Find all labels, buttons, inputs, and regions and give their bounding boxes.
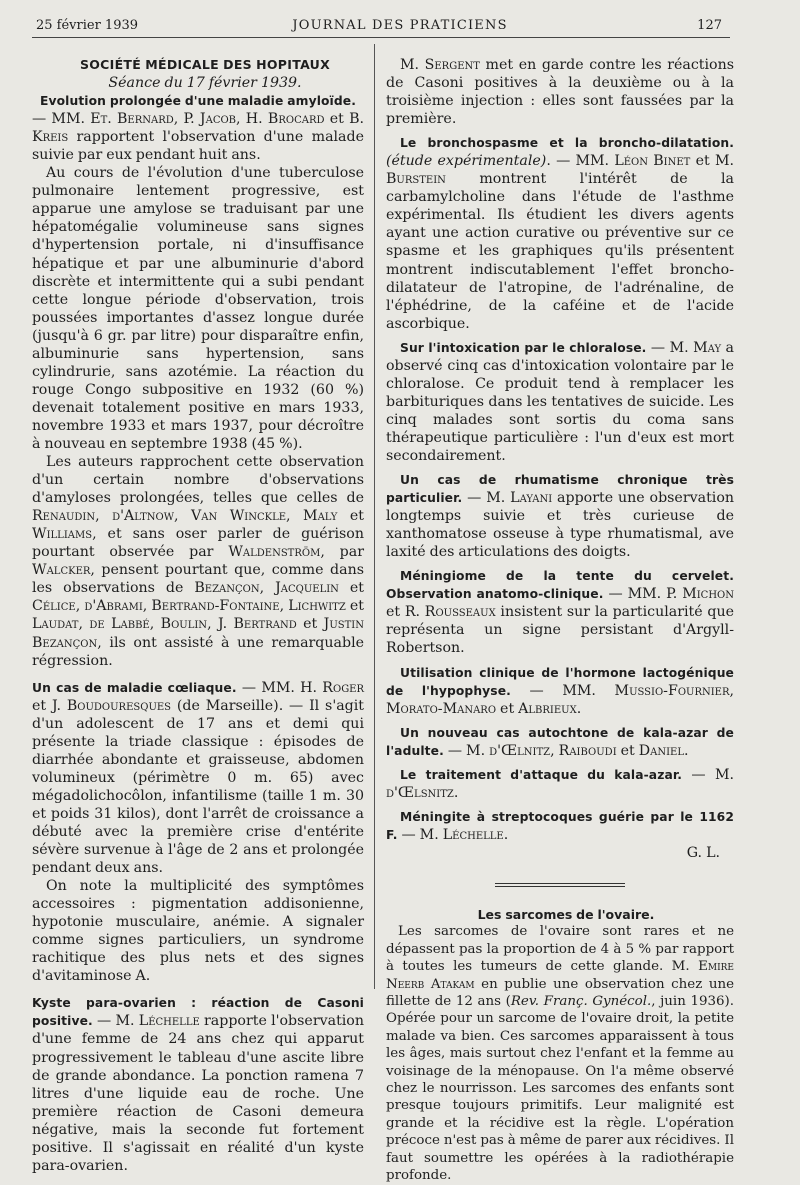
report-body: Méningiome de la tente du cervelet. Observation anatomo-clinique. — MM. P. Michon et R. Rousseaux insistent sur la particularité que représenta un signe persistant d'Argyll-Robertson. (386, 569, 734, 657)
report-cyst (32, 994, 364, 1174)
report-paragraph: Les auteurs rapprochent cette observation d'un certain nombre d'observations d'amyloses prolongées, telles que celles de Renaudin, d'Altnow, Van Winckle, Maly et Williams, et sans oser parler de guérison pourtant observée par Waldenström, par Walcker, pensent pourtant que, comme dans les observations de Bezançon, Jacquelin et Célice, d'Abrami, Bertrand-Fontaine, Lichwitz et Laudat, de Labbé, Boulin, J. Bertrand et Justin Bezançon, ils ont assisté à une remarquable régression. (32, 454, 364, 669)
report-title: Utilisation clinique de l'hormone lactogénique de l'hypophyse. (386, 665, 734, 698)
report-body: Un nouveau cas autochtone de kala-azar de l'adulte. — M. d'Œlnitz, Raiboudi et Daniel. (386, 725, 734, 759)
report-body: Sur l'intoxication par le chloralose. — M. May a observé cinq cas d'intoxication volontaire par le chloralose. Ce produit tend à remplacer les barbituriques dans les tentatives de suicide. Les cinq malades sont sortis du coma sans thérapeutique particulière : l'un d'eux est mort secondairement. (386, 339, 734, 464)
page-number: 127 (697, 18, 722, 33)
section-title: SOCIÉTÉ MÉDICALE DES HOPITAUX (79, 57, 331, 72)
report-title: Le traitement d'attaque du kala-azar. (400, 767, 683, 782)
header-rule (32, 37, 730, 38)
signature: G. L. (686, 844, 720, 861)
report-title: Un nouveau cas autochtone de kala-azar de l'adulte. (386, 725, 734, 758)
session-date: Séance du 17 février 1939. (108, 75, 302, 92)
left-column (32, 56, 364, 1175)
report-paragraph: On note la multiplicité des symptômes accessoires : pigmentation addisonienne, hypotonie musculaire, anémie. A signaler comme signes particuliers, un syndrome rachitique des plus nets et des signes d'avitaminose A. (32, 878, 364, 985)
report-title: Méningiome de la tente du cervelet. Observation anatomo-clinique. (386, 569, 734, 602)
journal-name: JOURNAL DES PRATICIENS (292, 18, 508, 33)
report-body: Le traitement d'attaque du kala-azar. — M. d'Œlsnitz. (386, 766, 734, 801)
report-title: Evolution prolongée d'une maladie amyloïde. (40, 94, 356, 109)
report-amyloid (32, 92, 364, 670)
report-title: Un cas de maladie cœliaque. (32, 680, 237, 695)
report-title: Kyste para-ovarien : réaction de Casoni positive. (32, 996, 364, 1029)
report-body: Un cas de rhumatisme chronique très particulier. — M. Layani apporte une observation longtemps suivie et très curieuse de xanthomatose osseuse à type rhumatismal, ave laxité des articulations des doigts. (386, 473, 734, 561)
right-column (386, 56, 734, 1185)
report-title: Méningite à streptocoques guérie par le 1162 F. (386, 809, 734, 842)
issue-date: 25 février 1939 (36, 18, 139, 33)
report-body: Utilisation clinique de l'hormone lactogénique de l'hypophyse. — MM. Mussio-Fournier, Morato-Manaro et Albrieux. (386, 665, 735, 717)
separator-rule (386, 874, 734, 892)
report-body: Un cas de maladie cœliaque. — MM. H. Roger et J. Boudouresques (de Marseille). — Il s'agit d'un adolescent de 17 ans et demi qui présente la triade classique : épisodes de diarrhée abondante et graisseuse, abdomen volumineux (périmètre 0 m. 65) avec mégadolichocôlon, infantilisme (taille 1 m. 30 et poids 31 kilos), dont l'arrêt de croissance a débuté avec la première crise d'entérite sévère survenue à l'âge de 2 ans et prolongée pendant deux ans. (32, 679, 365, 877)
report-paragraph: Au cours de l'évolution d'une tuberculose pulmonaire lentement progressive, est apparue une amylose se traduisant par une hépatomégalie volumineuse sans signes d'hypertension portale, ni d'insuffisance hépatique et par une albuminurie d'abord discrète et intermittente qui a subi pendant cette longue période d'observation, trois poussées importantes d'assez longue durée (jusqu'à 6 gr. par litre) pour disparaître enfin, albuminurie sans hypertension, sans cylindrurie, sans azotémie. La réaction du rouge Congo subpositive en 1932 (60 %) devenait totalement positive en mars 1933, novembre 1933 et mars 1937, pour décroître à nouveau en septembre 1938 (45 %). (32, 165, 364, 452)
report-body: Kyste para-ovarien : réaction de Casoni positive. — M. Léchelle rapporte l'observation d'une femme de 24 ans chez qui apparut progressivement le tableau d'une ascite libre de grande abondance. La ponction ramena 7 litres d'une liquide eau de roche. Une première réaction de Casoni demeura négative, mais la seconde fut fortement positive. Il s'agissait en réalité d'un kyste para-ovarien. (32, 996, 364, 1174)
report-body: Méningite à streptocoques guérie par le 1162 F. — M. Léchelle. (386, 809, 734, 843)
article-ovary (386, 906, 734, 1185)
article-body: Les sarcomes de l'ovaire sont rares et ne dépassent pas la proportion de 4 à 5 % par rapport à toutes les tumeurs de cette glande. M. Emire Neerb Atakam en publie une observation chez une fillette de 12 ans (Rev. Franç. Gynécol., juin 1936). Opérée pour un sarcome de l'ovaire droit, la petite malade va bien. Ces sarcomes apparaissent à tous les âges, mais surtout chez l'enfant et la femme au voisinage de la ménopause. On l'a même observé chez le nourrisson. Les sarcomes des enfants sont presque toujours primitifs. Leur malignité est grande et la récidive est la règle. L'opération précoce n'est pas à même de parer aux récidives. Il faut soumettre les opérées à la radiothérapie profonde. (386, 924, 735, 1184)
report-celiac (32, 679, 364, 986)
column-divider (374, 44, 375, 989)
report-title: Un cas de rhumatisme chronique très particulier. (386, 473, 734, 506)
article-title: Les sarcomes de l'ovaire. (477, 907, 655, 923)
report-body: M. Sergent met en garde contre les réactions de Casoni positives à la deuxième ou à la troisième injection : elles sont faussées par la première. (386, 57, 734, 128)
report-title: Sur l'intoxication par le chloralose. (400, 340, 647, 355)
report-body: Le bronchospasme et la broncho-dilatation. (étude expérimentale). — MM. Léon Binet et M. Burstein montrent l'intérêt de la carbamylcholine dans l'étude de l'asthme expérimental. Ils étudient les divers agents ayant une action curative ou préventive sur ce spasme et les graphiques qu'ils présentent montrent indiscutablement l'effet broncho-dilatateur de l'atropine, de l'adrénaline, de l'éphédrine, de la caféine et de l'acide ascorbique. (386, 136, 734, 332)
report-title: Le bronchospasme et la broncho-dilatation. (400, 136, 734, 151)
page-header (0, 0, 800, 40)
report-body: — MM. Et. Bernard, P. Jacob, H. Brocard et B. Kreis rapportent l'observation d'une malade suivie par eux pendant huit ans. (32, 111, 364, 164)
